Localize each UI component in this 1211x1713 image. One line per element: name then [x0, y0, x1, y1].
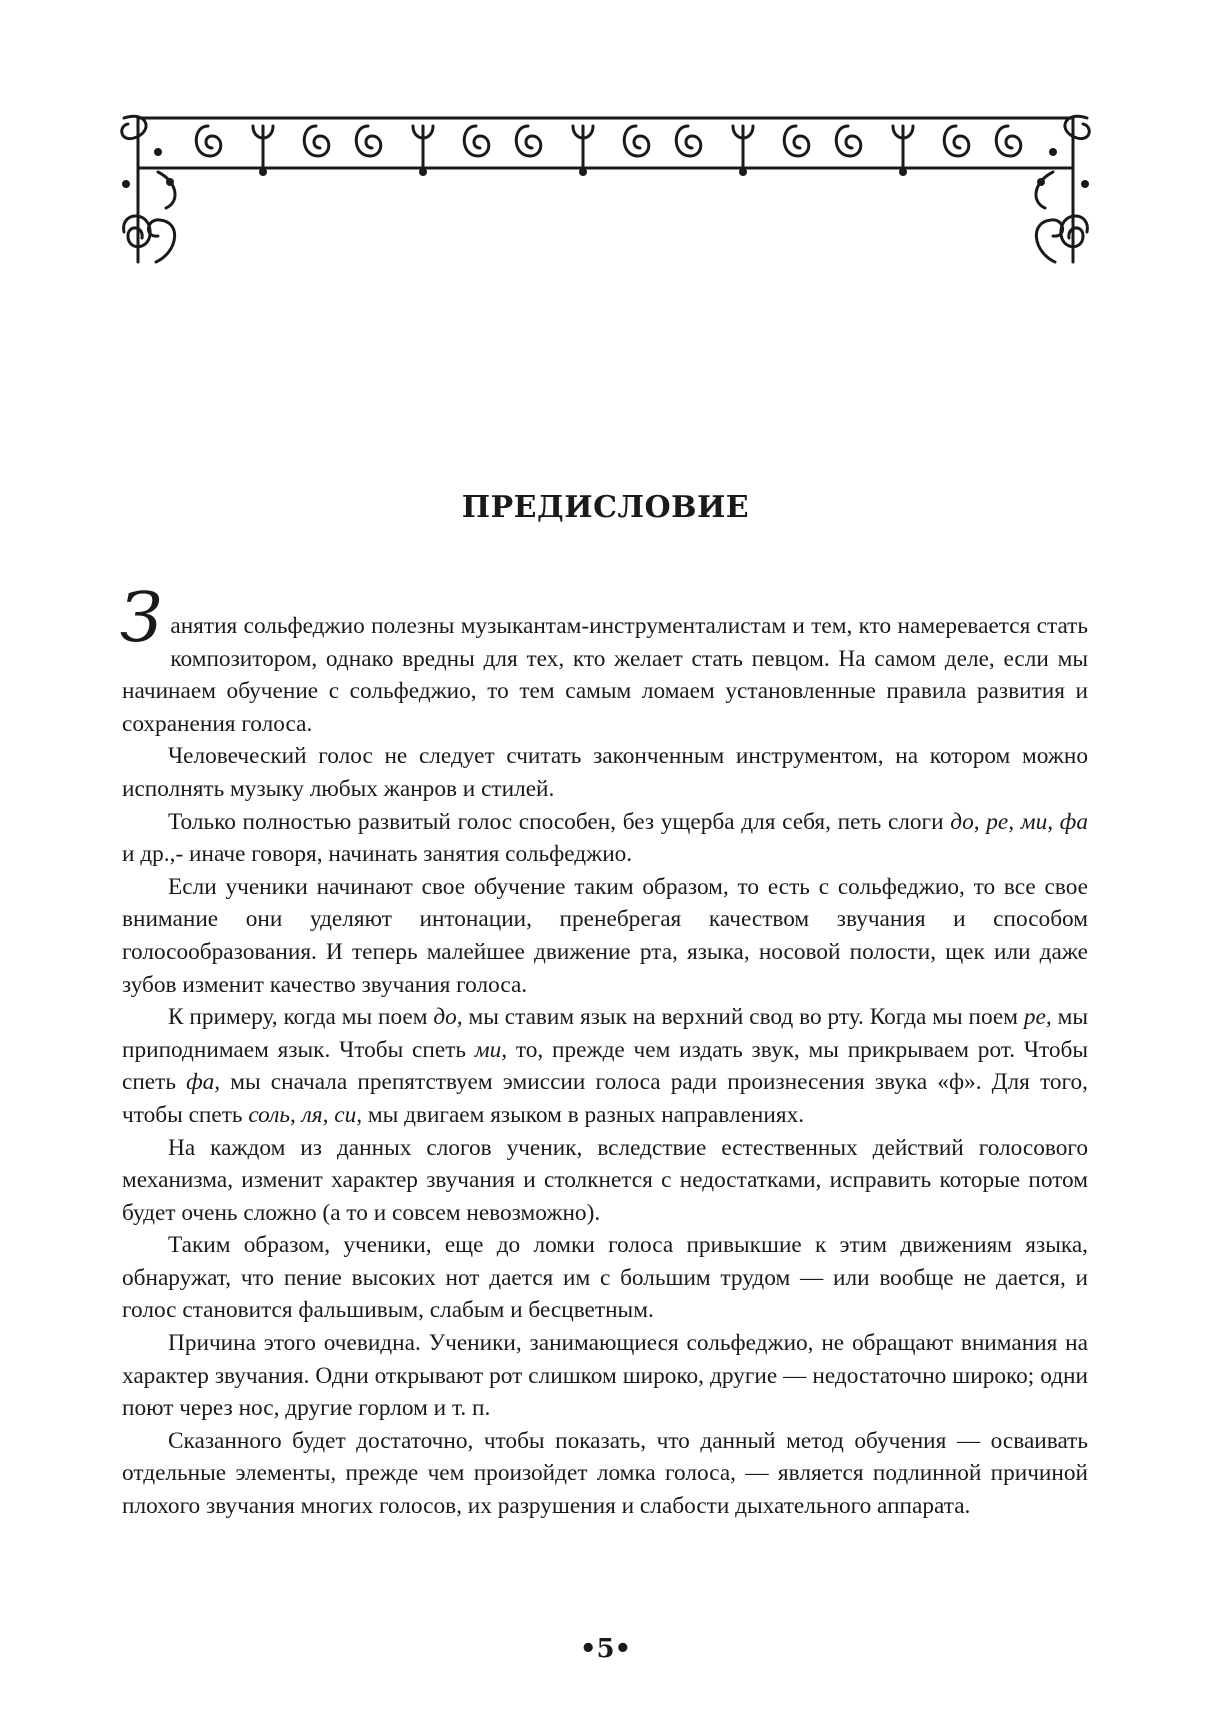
syllable-italic: фа, [186, 1069, 221, 1096]
text-run: К примеру, когда мы поем [168, 1004, 434, 1031]
text-run: мы сначала препятствуем эмиссии голоса ради произнесения звука «ф». Для того, чтобы спеть [122, 1069, 1088, 1128]
page-title: ПРЕДИСЛОВИЕ [461, 490, 750, 525]
paragraph: Если ученики начинают свое обучение таким образом, то есть с сольфеджио, то все свое внимание они уделяют интонации, пренебрегая качеством звучания и способом голосообразования. И теперь малейшее движение рта, языка, носовой полости, щек или даже зубов изменит качество звучания голоса. [122, 873, 1088, 998]
text-run: мы двигаем языком в разных направлениях. [362, 1101, 805, 1128]
syllables-italic: до, ре, ми, фа [950, 808, 1088, 835]
text-run: мы ставим язык на верхний свод во рту. Когда мы поем [462, 1004, 1024, 1031]
paragraph-text: анятия сольфеджио полезны музыкантам-инструменталистам и тем, кто намеревается стать композитором, однако вредны для тех, кто желает стать певцом. На самом деле, если мы начинаем обучение с сольфеджио, то тем самым ломаем установленные правила развития и сохранения голоса. [122, 613, 1088, 737]
syllables-italic: соль, ля, си, [248, 1101, 363, 1128]
syllable-italic: до, [433, 1004, 463, 1031]
paragraph [122, 806, 1088, 871]
paragraph [122, 1001, 1088, 1131]
paragraph [120, 579, 1088, 740]
text-run: мы приподнимаем язык. Чтобы спеть [122, 1004, 1088, 1063]
syllable-italic: ре, [1023, 1004, 1052, 1031]
body-text [120, 579, 1088, 1523]
text-run: Только полностью развитый голос способен, без ущерба для себя, петь слоги [168, 808, 951, 835]
text-run: то, прежде чем издать звук, мы прикрываем рот. Чтобы спеть [122, 1036, 1088, 1096]
paragraph: Сказанного будет достаточно, чтобы показать, что данный метод обучения — осваивать отдельные элементы, прежде чем произойдет ломка голоса, — является подлинной причиной плохого звучания многих голосов, их разрушения и слабости дыхательного аппарата. [122, 1427, 1088, 1520]
paragraph: Причина этого очевидна. Ученики, занимающиеся сольфеджио, не обращают внимания на характер звучания. Одни открывают рот слишком широко, другие — недостаточно широко; одни поют через нос, другие горлом и т. п. [122, 1330, 1088, 1422]
text-run: и др.,- иначе говоря, начинать занятия сольфеджио. [122, 841, 633, 868]
drop-cap: З [120, 579, 163, 658]
paragraph: Таким образом, ученики, еще до ломки голоса привыкшие к этим движениям языка, обнаружат, что пение высоких нот дается им с большим трудом — или вообще не дается, и голос становится фальшивым, слабым и бесцветным. [122, 1232, 1088, 1324]
paragraph: На каждом из данных слогов ученик, вследствие естественных действий голосового механизма, изменит характер звучания и столкнется с недостатками, исправить которые потом будет очень сложно (а то и совсем невозможно). [122, 1134, 1088, 1226]
syllable-italic: ми, [474, 1036, 508, 1063]
page-number: •5• [579, 1634, 632, 1664]
meander-vine-border-icon [118, 112, 1093, 272]
paragraph: Человеческий голос не следует считать законченным инструментом, на котором можно исполнять музыку любых жанров и стилей. [122, 743, 1088, 802]
